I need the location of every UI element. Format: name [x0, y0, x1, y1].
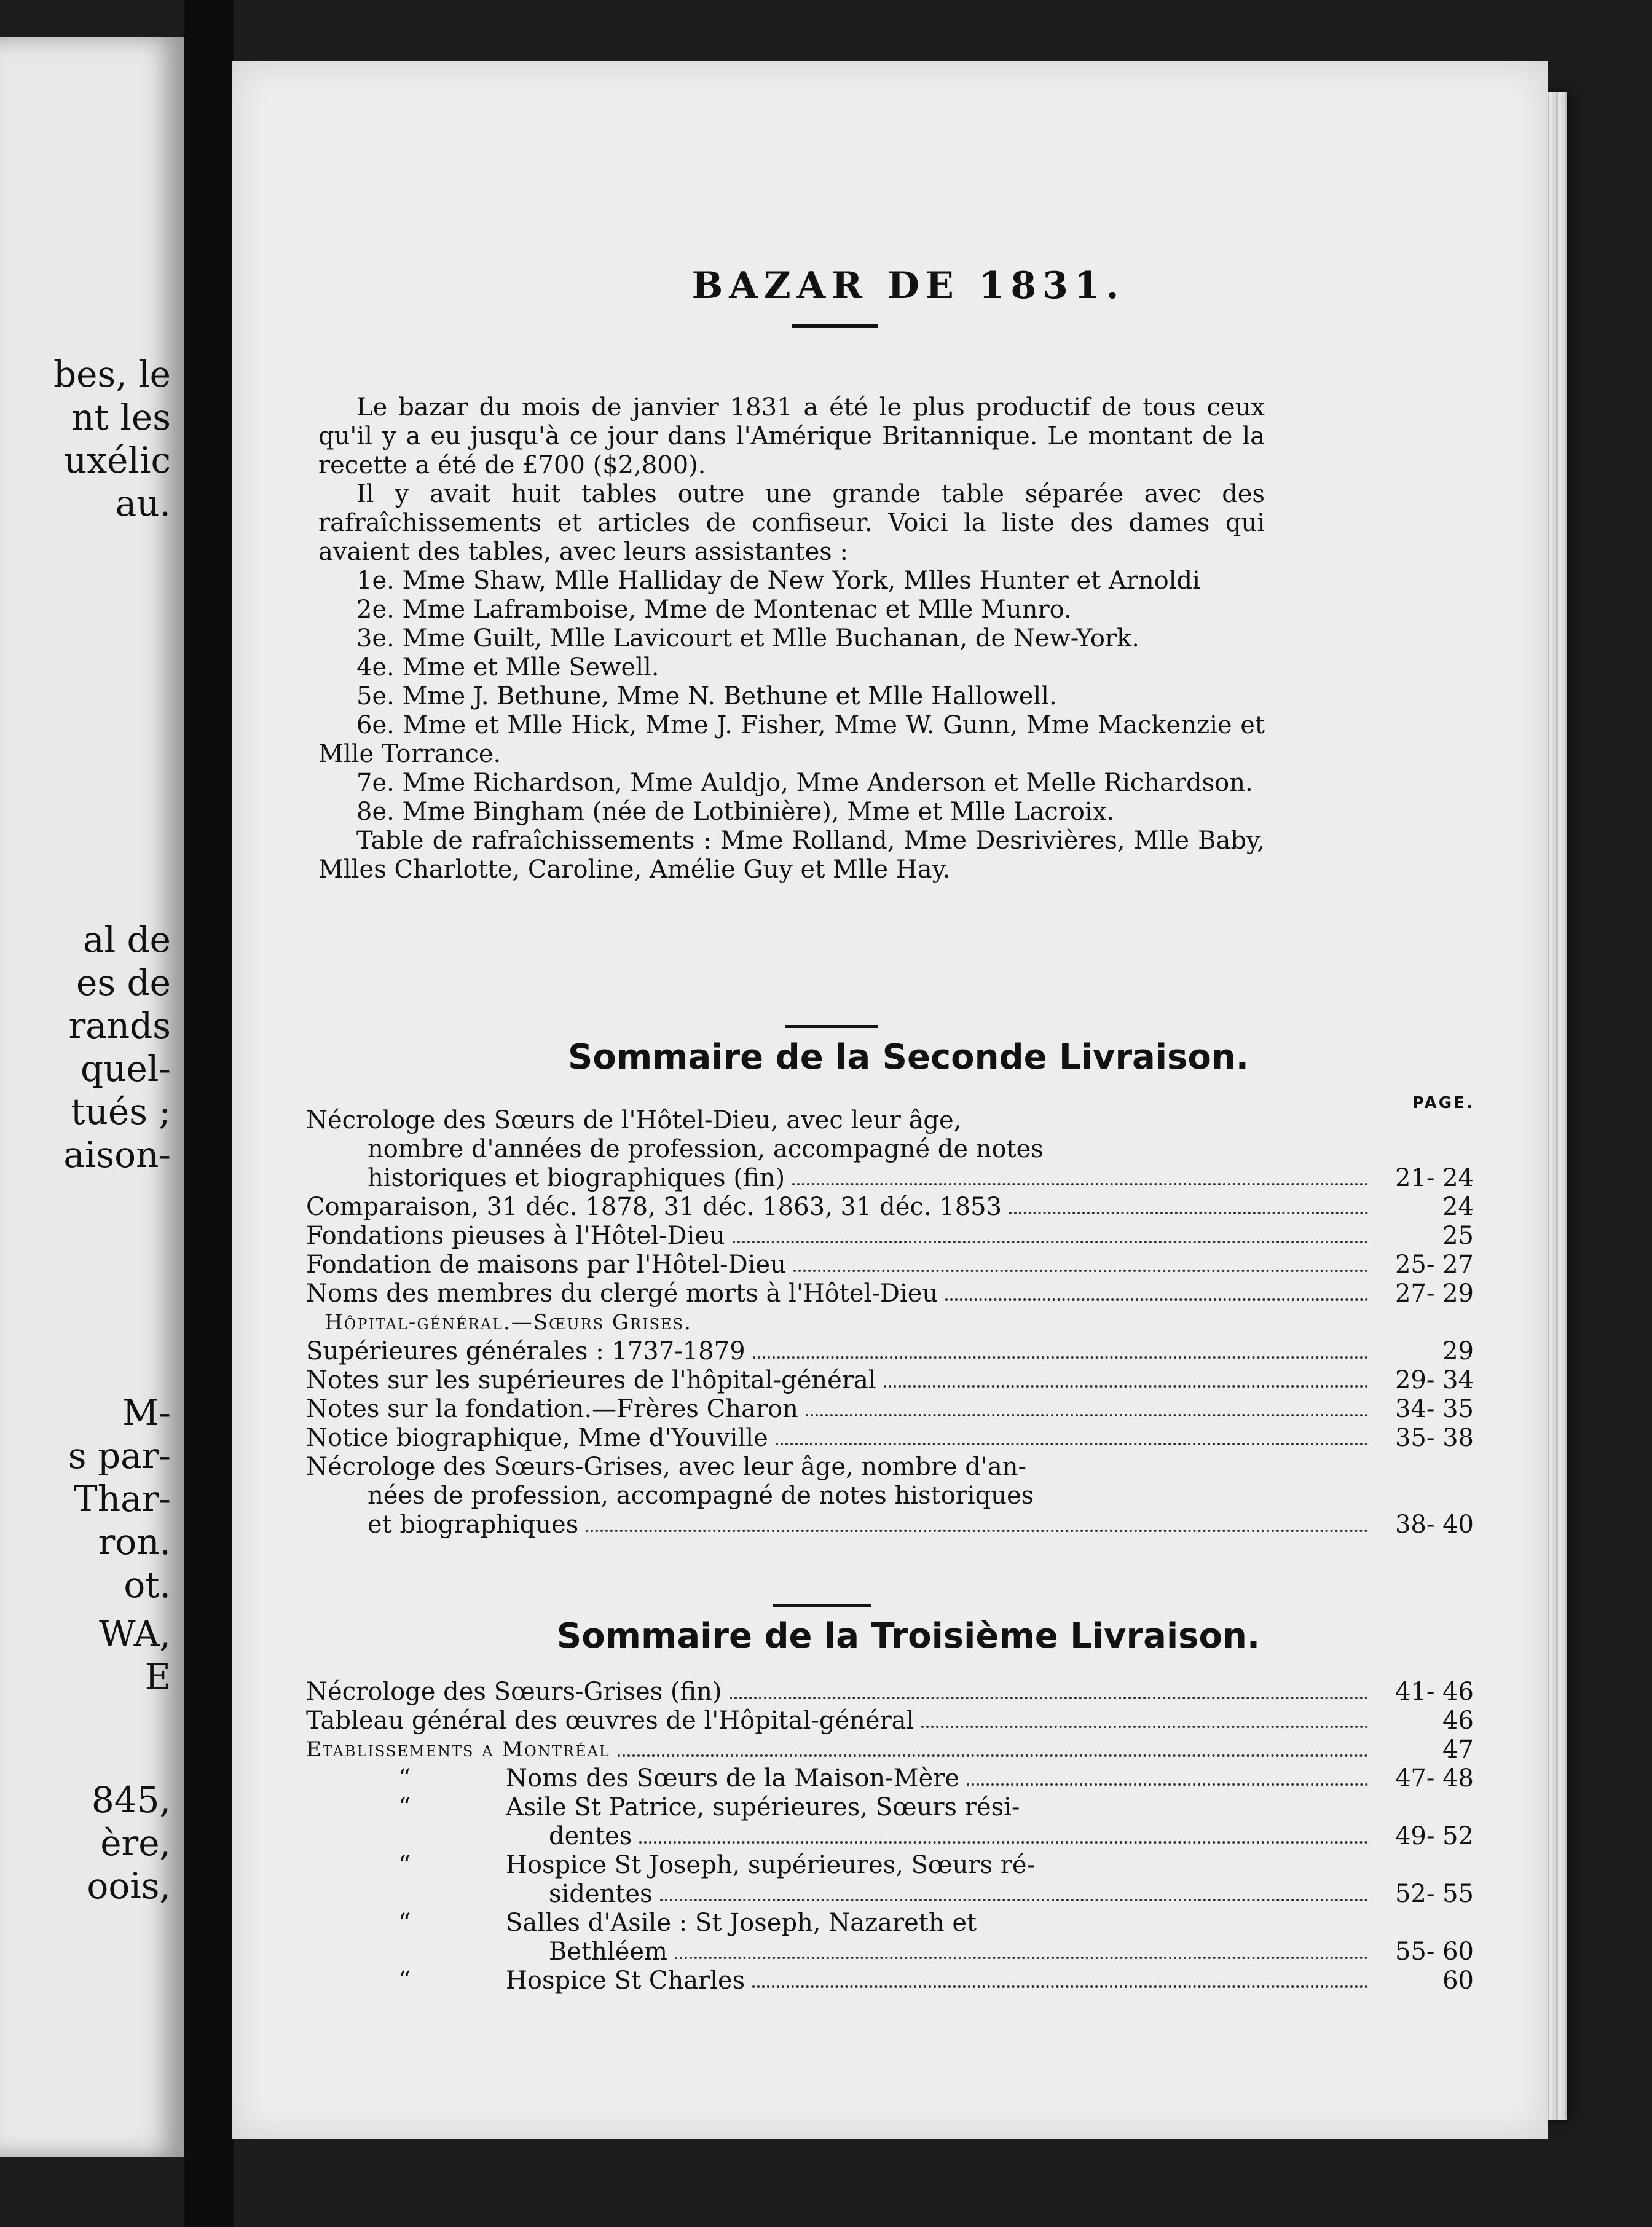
toc-page-number: 35- 38 — [1394, 1424, 1474, 1452]
section-rule — [785, 1025, 878, 1028]
toc-entry: et biographiques 38- 40 — [368, 1510, 1474, 1539]
bazar-paragraph: Le bazar du mois de janvier 1831 a été le plus productif de tous ceux qu'il y a eu jusqu'à ce jour dans l'Amérique Britannique. Le montant de la recette a été de £700 ($2,800). — [318, 393, 1265, 479]
bazar-list-item: 8e. Mme Bingham (née de Lotbinière), Mme et Mlle Lacroix. — [356, 798, 1114, 826]
toc-page-number: 41- 46 — [1394, 1678, 1474, 1706]
bazar-body — [318, 393, 1265, 884]
left-text-fragment: oois, — [87, 1865, 171, 1907]
toc-entry: historiques et biographiques (fin) 21- 24 — [368, 1164, 1474, 1192]
toc-entry: dentes 49- 52 — [549, 1822, 1474, 1850]
left-text-fragment: WA, — [98, 1613, 171, 1655]
toc-entry: Bethléem 55- 60 — [549, 1938, 1474, 1966]
left-text-fragment: aison- — [63, 1134, 171, 1176]
toc-entry: Notes sur les supérieures de l'hôpital-général 29- 34 — [306, 1366, 1474, 1394]
toc-entry: Nécrologe des Sœurs-Grises (fin) 41- 46 — [306, 1678, 1474, 1706]
toc-entry: Notice biographique, Mme d'Youville 35- 38 — [306, 1424, 1474, 1452]
left-text-fragment: E — [144, 1656, 171, 1698]
page-column-label: PAGE. — [1412, 1094, 1474, 1112]
toc-entry: Fondation de maisons par l'Hôtel-Dieu 25- 27 — [306, 1251, 1474, 1279]
toc-entry: “ Hospice St Joseph, supérieures, Sœurs ré- — [398, 1851, 1036, 1879]
left-text-fragment: rands — [68, 1005, 171, 1047]
left-text-fragment: uxélic — [64, 439, 171, 481]
ditto-mark: “ — [398, 1909, 411, 1937]
ditto-mark: “ — [398, 1793, 411, 1821]
toc-page-number: 29 — [1442, 1337, 1474, 1365]
left-page-fragment — [0, 37, 184, 2157]
toc-entry: Notes sur la fondation.—Frères Charon 34- 35 — [306, 1395, 1474, 1423]
left-text-fragment: tués ; — [71, 1091, 171, 1133]
toc-page-number: 29- 34 — [1394, 1366, 1474, 1394]
bazar-paragraph: Il y avait huit tables outre une grande table séparée avec des rafraîchissements et articles de confiseur. Voici la liste des dames qui avaient des tables, avec leurs assistantes : — [318, 480, 1265, 566]
troisieme-toc — [306, 1678, 1474, 1995]
bazar-title: BAZAR DE 1831. — [691, 264, 1125, 307]
ditto-mark: “ — [398, 1851, 411, 1879]
left-text-fragment: quel- — [81, 1048, 171, 1090]
toc-page-number: 47- 48 — [1394, 1764, 1474, 1793]
section-rule — [773, 1604, 871, 1607]
toc-entry: “ Asile St Patrice, supérieures, Sœurs rési- — [398, 1793, 1020, 1821]
bazar-list-item: 6e. Mme et Mlle Hick, Mme J. Fisher, Mme W. Gunn, Mme Mackenzie et Mlle Torrance. — [318, 711, 1265, 768]
toc-entry: Supérieures générales : 1737-1879 29 — [306, 1337, 1474, 1365]
left-text-fragment: ot. — [124, 1564, 171, 1606]
bazar-list-item: 4e. Mme et Mlle Sewell. — [356, 653, 659, 681]
toc-entry: Comparaison, 31 déc. 1878, 31 déc. 1863, 31 déc. 1853 24 — [306, 1193, 1474, 1221]
seconde-livraison-title: Sommaire de la Seconde Livraison. — [568, 1037, 1249, 1077]
toc-page-number: 52- 55 — [1394, 1880, 1474, 1908]
toc-entry: sidentes 52- 55 — [549, 1880, 1474, 1908]
toc-page-number: 24 — [1442, 1193, 1474, 1221]
left-text-fragment: ron. — [98, 1521, 171, 1563]
bazar-list-item: 1e. Mme Shaw, Mlle Halliday de New York, Mlles Hunter et Arnoldi — [356, 567, 1200, 595]
left-text-fragment: s par- — [68, 1435, 171, 1477]
toc-subheading: Hôpital-général.—Sœurs Grises. — [324, 1310, 692, 1335]
toc-entry: Nécrologe des Sœurs de l'Hôtel-Dieu, avec leur âge, — [306, 1106, 962, 1134]
toc-page-number: 38- 40 — [1394, 1510, 1474, 1539]
bazar-list-item: 3e. Mme Guilt, Mlle Lavicourt et Mlle Buchanan, de New-York. — [356, 624, 1139, 653]
bazar-list-item: Table de rafraîchissements : Mme Rolland, Mme Desrivières, Mlle Baby, Mlles Charlotte, Caroline, Amélie Guy et Mlle Hay. — [318, 827, 1265, 884]
bazar-list-item: 5e. Mme J. Bethune, Mme N. Bethune et Mlle Hallowell. — [356, 682, 1057, 710]
left-text-fragment: au. — [115, 482, 171, 524]
toc-entry: “ Salles d'Asile : St Joseph, Nazareth et — [398, 1909, 977, 1937]
toc-page-number: 49- 52 — [1394, 1822, 1474, 1850]
left-text-fragment: es de — [76, 962, 171, 1004]
toc-entry: “ Noms des Sœurs de la Maison-Mère 47- 48 — [398, 1764, 1474, 1793]
toc-entry: Noms des membres du clergé morts à l'Hôtel-Dieu 27- 29 — [306, 1279, 1474, 1308]
bazar-list-item: 7e. Mme Richardson, Mme Auldjo, Mme Anderson et Melle Richardson. — [356, 769, 1253, 797]
left-text-fragment: M- — [122, 1392, 171, 1434]
ditto-mark: “ — [398, 1764, 411, 1793]
toc-entry: Nécrologe des Sœurs-Grises, avec leur âge, nombre d'an- — [306, 1453, 1027, 1481]
toc-entry: nées de profession, accompagné de notes historiques — [368, 1482, 1034, 1510]
right-page — [232, 61, 1548, 2139]
toc-page-number: 46 — [1442, 1707, 1474, 1735]
toc-page-number: 25 — [1442, 1222, 1474, 1250]
seconde-toc — [306, 1106, 1474, 1539]
left-text-fragment: 845, — [91, 1779, 171, 1821]
toc-entry: Etablissements a Montréal 47 — [306, 1735, 1474, 1764]
toc-page-number: 21- 24 — [1394, 1164, 1474, 1192]
left-text-fragment: nt les — [71, 396, 171, 438]
left-text-fragment: ère, — [100, 1822, 171, 1864]
toc-page-number: 55- 60 — [1394, 1938, 1474, 1966]
title-rule — [792, 324, 878, 328]
left-text-fragment: Thar- — [74, 1478, 171, 1520]
bazar-list-item: 2e. Mme Laframboise, Mme de Montenac et Mlle Munro. — [356, 595, 1072, 624]
toc-page-number: 60 — [1442, 1966, 1474, 1995]
left-text-fragment: al de — [82, 919, 171, 960]
toc-entry: Fondations pieuses à l'Hôtel-Dieu 25 — [306, 1222, 1474, 1250]
ditto-mark: “ — [398, 1966, 411, 1995]
toc-page-number: 47 — [1442, 1735, 1474, 1764]
toc-entry: “ Hospice St Charles 60 — [398, 1966, 1474, 1995]
left-text-fragment: bes, le — [53, 353, 171, 395]
toc-entry: Tableau général des œuvres de l'Hôpital-général 46 — [306, 1707, 1474, 1735]
book-gutter — [184, 0, 234, 2227]
toc-page-number: 34- 35 — [1394, 1395, 1474, 1423]
toc-page-number: 25- 27 — [1394, 1251, 1474, 1279]
toc-entry: nombre d'années de profession, accompagné de notes — [368, 1135, 1044, 1163]
troisieme-livraison-title: Sommaire de la Troisième Livraison. — [556, 1616, 1261, 1656]
toc-page-number: 27- 29 — [1394, 1279, 1474, 1308]
